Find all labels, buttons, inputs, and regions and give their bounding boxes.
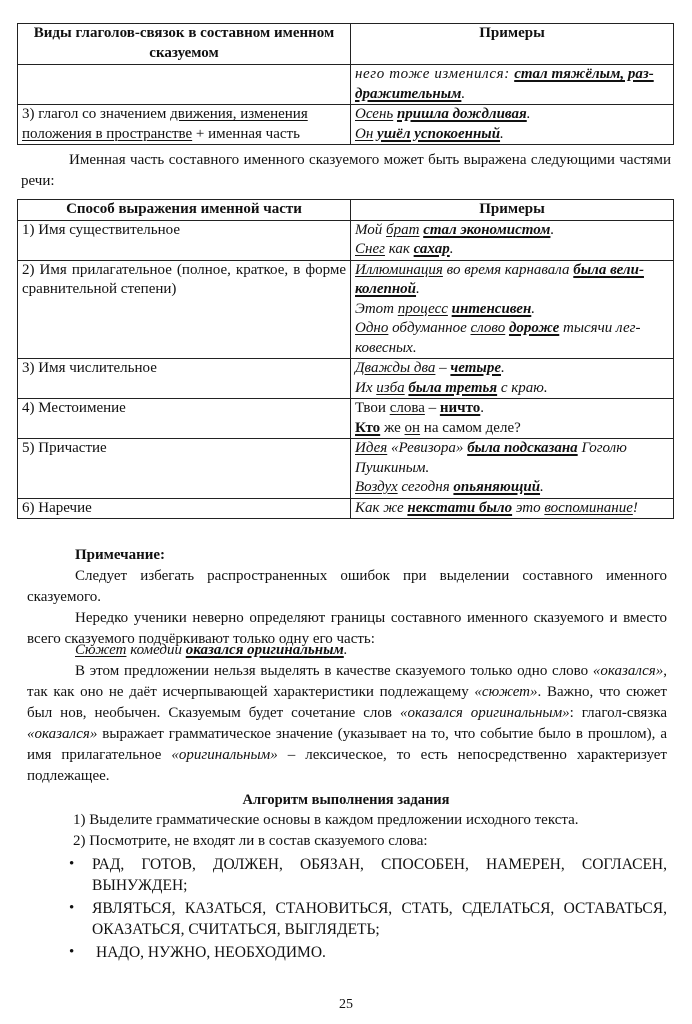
table-cell-example bbox=[351, 359, 674, 399]
column-header-method: Способ выражения именной части bbox=[18, 200, 351, 221]
table-row bbox=[18, 65, 674, 105]
bullet-text: ЯВЛЯТЬСЯ, КАЗАТЬСЯ, СТАНОВИТЬСЯ, СТАТЬ, СДЕЛАТЬСЯ, ОСТАВАТЬСЯ, ОКАЗАТЬСЯ, СЧИТАТЬСЯ, ВЫГЛЯДЕТЬ; bbox=[92, 900, 667, 938]
predicate-text: была вели- bbox=[573, 261, 644, 278]
punctuation: . bbox=[500, 360, 505, 376]
table-header-row bbox=[18, 200, 674, 221]
note-paragraph-1: Следует избегать распространенных ошибок при выделении составного именного сказуемого. bbox=[27, 568, 667, 605]
example-text: Мой bbox=[355, 221, 387, 238]
example-text: как bbox=[384, 241, 414, 257]
predicate-text: ушёл успокоенный bbox=[377, 125, 501, 142]
predicate-text: оказался оригинальным bbox=[185, 642, 344, 658]
predicate-text: была третья bbox=[408, 379, 498, 396]
table-cell-example bbox=[351, 220, 674, 260]
punctuation: ! bbox=[632, 499, 638, 516]
subject-text: слово bbox=[470, 320, 506, 336]
punctuation: . bbox=[526, 106, 531, 122]
bullet-icon: • bbox=[69, 944, 75, 960]
punctuation: . bbox=[461, 85, 466, 102]
example-text: него тоже изменился: bbox=[355, 66, 515, 82]
column-header-examples: Примеры bbox=[351, 24, 674, 65]
example-text: – bbox=[435, 360, 451, 376]
table-cell-method: 6) Наречие bbox=[18, 498, 351, 519]
predicate-text: интенсивен bbox=[451, 300, 532, 317]
table-row bbox=[18, 359, 674, 399]
example-text: Этот bbox=[355, 300, 398, 317]
example-text: же bbox=[380, 419, 405, 436]
algorithm-step-1: 1) Выделите грамматические основы в каждом предложении исходного текста. bbox=[73, 812, 579, 828]
example-text: – bbox=[424, 400, 440, 416]
table-row bbox=[18, 260, 674, 359]
subject-text: Иллюминация bbox=[355, 261, 443, 278]
table-cell-method: 1) Имя существительное bbox=[18, 220, 351, 260]
table-row bbox=[18, 105, 674, 145]
paragraph-text: , так как оно не даёт исчерпывающей характеристики подлежащему bbox=[27, 663, 667, 700]
predicate-text: дражительным bbox=[355, 85, 462, 102]
intro-paragraph: Именная часть составного именного сказуемого может быть выражена следующими частями речи: bbox=[21, 152, 671, 189]
paragraph-text: : глагол-связка bbox=[569, 705, 667, 721]
subject-text: брат bbox=[386, 221, 420, 238]
note-paragraph-2: Нередко ученики неверно определяют границы составного именного сказуемого и вместо всего сказуемого подчёркивают только одну его часть: bbox=[27, 610, 667, 647]
predicate-text: дороже bbox=[508, 320, 560, 336]
predicate-text: колепной bbox=[355, 281, 417, 297]
punctuation: . bbox=[449, 241, 454, 257]
table-cell-example bbox=[351, 498, 674, 519]
example-text: во время карнавала bbox=[442, 261, 574, 278]
subject-text: Он bbox=[355, 125, 374, 142]
bullet-icon: • bbox=[69, 856, 75, 872]
example-text: Гоголю bbox=[577, 440, 627, 456]
note-example bbox=[75, 640, 348, 661]
example-text: Пушкиным. bbox=[355, 459, 430, 476]
punctuation: . bbox=[343, 642, 348, 658]
example-text: тысячи лег- bbox=[559, 320, 641, 336]
table-cell-method: 4) Местоимение bbox=[18, 399, 351, 439]
predicate-text: сахар bbox=[413, 241, 450, 257]
table-row bbox=[18, 439, 674, 499]
punctuation: . bbox=[531, 300, 536, 317]
paragraph-text: В этом предложении нельзя выделять в качестве сказуемого только одно слово bbox=[75, 663, 593, 679]
table-cell-method: 2) Имя прилагательное (полное, краткое, в форме сравнительной степени) bbox=[18, 260, 351, 359]
predicate-text: Кто bbox=[355, 419, 381, 436]
punctuation: . bbox=[416, 281, 420, 297]
subject-text: Воздух bbox=[355, 479, 398, 495]
example-text: с краю. bbox=[497, 379, 548, 396]
table-header-row bbox=[18, 24, 674, 65]
quoted-word: «оказался» bbox=[592, 663, 664, 679]
example-text: сегодня bbox=[397, 479, 454, 495]
example-text: «Ревизора» bbox=[387, 440, 468, 456]
quoted-word: «оказался» bbox=[27, 726, 98, 742]
underlined-text: движения, изменения bbox=[170, 106, 308, 122]
table-row bbox=[18, 498, 674, 519]
predicate-text: была подсказана bbox=[467, 440, 578, 456]
example-text: Их bbox=[355, 379, 377, 396]
example-text: на самом деле? bbox=[420, 419, 521, 436]
predicate-text: пришла дождливая bbox=[396, 106, 527, 122]
bullet-text: РАД, ГОТОВ, ДОЛЖЕН, ОБЯЗАН, СПОСОБЕН, НАМЕРЕН, СОГЛАСЕН, ВЫНУЖДЕН; bbox=[92, 856, 667, 894]
label-text: 3) глагол со значением bbox=[22, 106, 171, 122]
table-row bbox=[18, 399, 674, 439]
subject-text: Дважды два bbox=[355, 360, 436, 376]
table-cell-example bbox=[351, 399, 674, 439]
example-text: это bbox=[512, 499, 545, 516]
note-title: Примечание: bbox=[75, 547, 166, 563]
label-text: + именная часть bbox=[192, 125, 300, 142]
table-cell-method: 5) Причастие bbox=[18, 439, 351, 499]
subject-text: Одно bbox=[355, 320, 389, 336]
predicate-text: четыре bbox=[450, 360, 501, 376]
algorithm-step-2: 2) Посмотрите, не входят ли в состав сказуемого слова: bbox=[73, 833, 428, 849]
subject-text: изба bbox=[376, 379, 405, 396]
table-cell-example bbox=[351, 65, 674, 105]
predicate-text: опьяняющий bbox=[453, 479, 541, 495]
paragraph-text: . Важно, что сюжет был нов, необычен. Сказуемым будет сочетание слов bbox=[27, 684, 667, 721]
example-text: обдуманное bbox=[388, 320, 471, 336]
subject-text: Снег bbox=[355, 241, 385, 257]
punctuation: . bbox=[500, 125, 504, 142]
example-text: Как же bbox=[355, 499, 408, 516]
punctuation: . bbox=[480, 400, 485, 416]
bullet-item bbox=[69, 942, 667, 963]
nominal-part-table bbox=[17, 199, 674, 519]
predicate-text: некстати было bbox=[407, 499, 513, 516]
column-header-examples: Примеры bbox=[351, 200, 674, 221]
quoted-word: «сюжет» bbox=[474, 684, 538, 700]
paragraph-text: выражает грамматическое значение (указывает на то, что событие было в прошлом), а имя прилагательное bbox=[27, 726, 667, 763]
bullet-item bbox=[69, 898, 667, 940]
underlined-text: положения в пространстве bbox=[22, 125, 193, 142]
quoted-word: «оказался оригинальным» bbox=[399, 705, 570, 721]
bullet-icon: • bbox=[69, 900, 75, 916]
table-cell-example bbox=[351, 260, 674, 359]
quoted-word: «оригинальным» bbox=[171, 747, 278, 763]
algorithm-title: Алгоритм выполнения задания bbox=[242, 792, 450, 808]
table-row bbox=[18, 220, 674, 260]
subject-text: Осень bbox=[355, 106, 394, 122]
punctuation: . bbox=[540, 479, 544, 495]
subject-text: он bbox=[404, 419, 421, 436]
table-cell-example bbox=[351, 105, 674, 145]
subject-text: воспоминание bbox=[544, 499, 633, 516]
bullet-item bbox=[69, 854, 667, 896]
example-text: Твои bbox=[355, 400, 390, 416]
table-cell-example bbox=[351, 439, 674, 499]
subject-text: Идея bbox=[355, 440, 388, 456]
table-cell-verb-type bbox=[18, 105, 351, 145]
example-text: комедии bbox=[126, 642, 186, 658]
subject-text: Сюжет bbox=[75, 642, 127, 658]
predicate-text: стал экономистом bbox=[423, 221, 551, 238]
predicate-text: ничто bbox=[439, 400, 481, 416]
table-cell-empty bbox=[18, 65, 351, 105]
paragraph-text: – лексическое, то есть непосредственно характеризует подлежащее. bbox=[27, 747, 667, 784]
subject-text: слова bbox=[389, 400, 425, 416]
subject-text: процесс bbox=[397, 300, 448, 317]
punctuation: . bbox=[550, 221, 555, 238]
bullet-text: НАДО, НУЖНО, НЕОБХОДИМО. bbox=[96, 944, 326, 961]
table-cell-method: 3) Имя числительное bbox=[18, 359, 351, 399]
note-paragraph-3 bbox=[27, 661, 667, 787]
example-text: ковесных. bbox=[355, 339, 417, 356]
predicate-text: стал тяжёлым, раз- bbox=[514, 66, 654, 82]
column-header-verb-types: Виды глаголов-связок в составном именном сказуемом bbox=[18, 24, 351, 65]
linking-verbs-table bbox=[17, 23, 674, 145]
page-number: 25 bbox=[339, 997, 353, 1012]
